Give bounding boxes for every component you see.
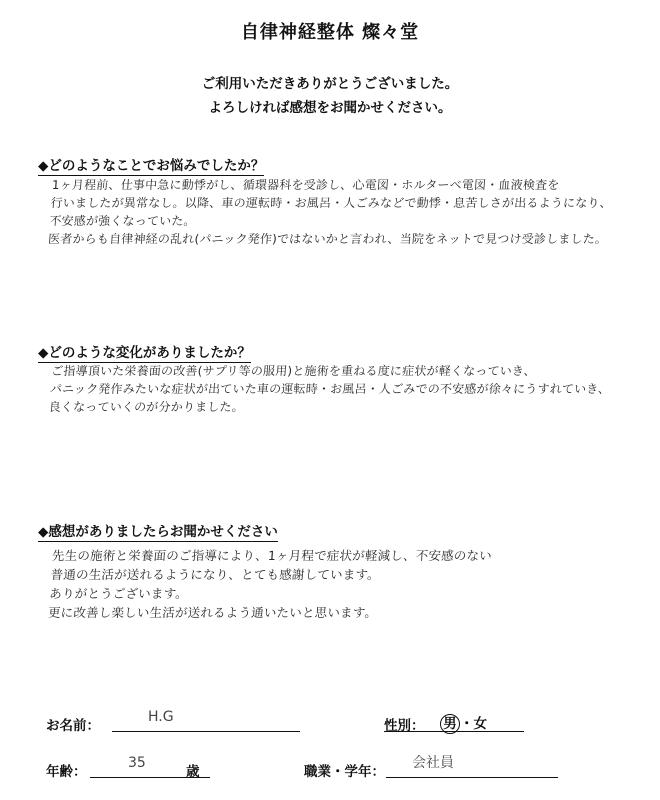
answer-line: ありがとうございます。	[48, 586, 189, 601]
occupation-label: 職業・学年：	[304, 764, 385, 780]
name-value: H.G	[148, 709, 174, 725]
answer-line: ご指導頂いた栄養面の改善(サプリ等の服用)と施術を重ねる度に症状が軽くなっていき、	[50, 364, 537, 378]
gender-underline	[384, 731, 524, 732]
answer-line: 先生の施術と栄養面のご指導により、1ヶ月程で症状が軽減し、不安感のない	[51, 548, 493, 563]
answer-line: 1ヶ月程前、仕事中急に動悸がし、循環器科を受診し、心電図・ホルターベ電図・血液検査を	[51, 178, 560, 192]
gender-separator: ・	[460, 716, 474, 732]
gender-male-option: 男	[440, 714, 460, 734]
gender-label: 性別：	[384, 718, 425, 734]
answer-impressions	[47, 546, 642, 622]
intro-line-1: ご利用いただきありがとうございました。	[201, 76, 459, 92]
age-underline	[90, 777, 210, 778]
intro-line-2: よろしければ感想をお聞かせください。	[208, 100, 452, 116]
answer-line: 行いましたが異常なし。以降、車の運転時・お風呂・人ごみなどで動悸・息苦しさが出るようになり、	[50, 196, 613, 210]
answer-line: 不安感が強くなっていた。	[48, 214, 197, 228]
answer-line: 更に改善し楽しい生活が送れるよう通いたいと思います。	[47, 605, 378, 620]
question-impressions: ◆感想がありましたらお聞かせください	[38, 520, 278, 542]
answer-line: パニック発作みたいな症状が出ていた車の運転時・お風呂・人ごみでの不安感が徐々にうすれていき、	[49, 382, 611, 396]
name-underline	[112, 731, 300, 732]
question-worries: ◆どのようなことでお悩みでしたか？	[38, 154, 264, 176]
answer-line: 普通の生活が送れるようになり、とても感謝しています。	[50, 567, 381, 582]
answer-worries	[47, 176, 642, 248]
gender-female-option: 女	[473, 716, 487, 732]
occupation-underline	[386, 777, 558, 778]
name-label: お名前：	[46, 718, 100, 734]
age-value: 35	[128, 755, 146, 771]
answer-changes	[48, 362, 642, 416]
age-unit: 歳	[186, 764, 200, 780]
age-label: 年齢：	[46, 764, 87, 780]
occupation-value: 会社員	[412, 755, 454, 771]
question-changes: ◆どのような変化がありましたか？	[38, 341, 251, 363]
intro-text	[0, 72, 660, 120]
answer-line: 医者からも自律神経の乱れ(パニック発作)ではないかと言われ、当院をネットで見つけ受診しました。	[47, 232, 608, 246]
answer-line: 良くなっていくのが分かりました。	[48, 400, 245, 414]
clinic-title: 自律神経整体 燦々堂	[240, 22, 420, 43]
